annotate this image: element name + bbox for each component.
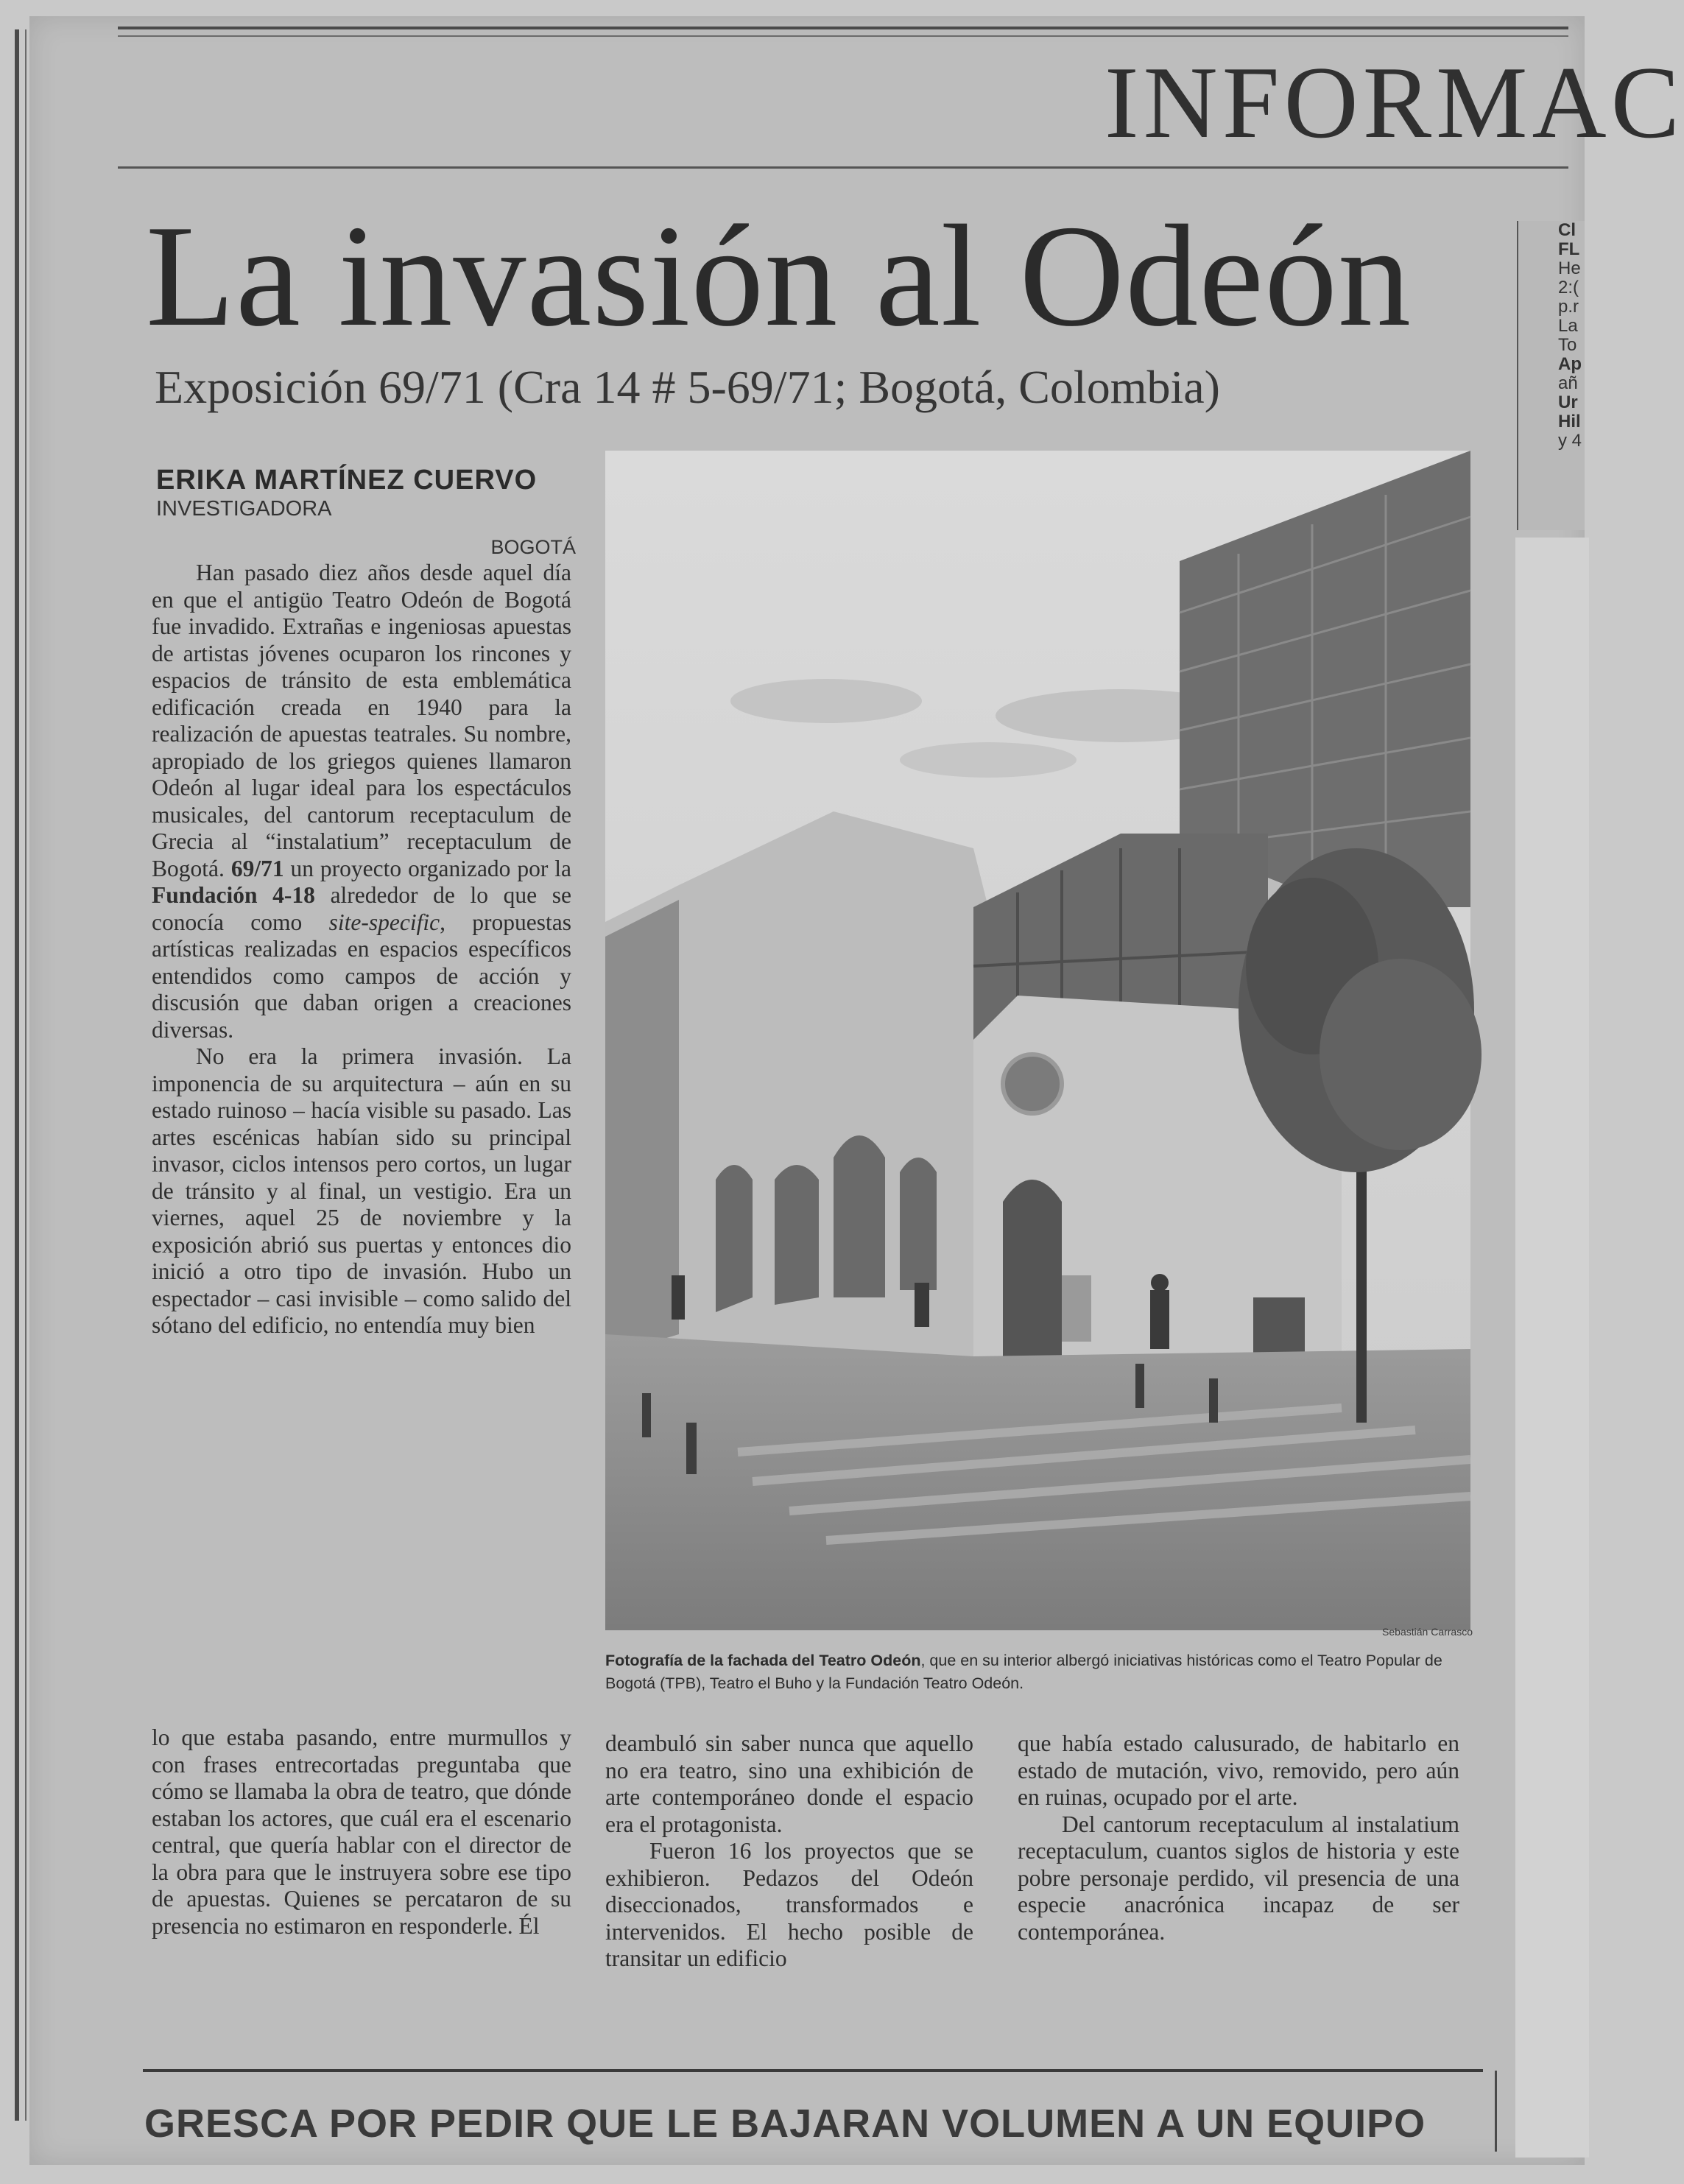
- byline: [156, 464, 576, 560]
- paragraph-4: Del cantorum receptaculum al instalatium receptaculum, cuantos siglos de historia y este pobre personaje perdido, vil presencia de una especie anacrónica incapaz de ser contemporánea.: [1018, 1811, 1459, 1945]
- paragraph-3: Fueron 16 los proyectos que se exhibieron. Pedazos del Odeón diseccionados, transformados e intervenidos. El hecho posible de transitar un edificio: [605, 1838, 973, 1971]
- page-margin: [1515, 538, 1589, 2157]
- bottom-rule: [143, 2069, 1483, 2072]
- sidebar-fragment: Hil: [1558, 412, 1581, 431]
- foundation-name: Fundación 4-18: [152, 882, 315, 908]
- section-banner: INFORMAC: [1105, 46, 1684, 160]
- sidebar-fragment: Ur: [1558, 392, 1578, 412]
- sidebar-fragment: He: [1558, 258, 1581, 278]
- term-site-specific: site-specific: [328, 909, 440, 935]
- paragraph-2-end: deambuló sin saber nunca que aquello no era teatro, sino una exhibición de arte contemporáneo donde el espacio era el protagonista.: [605, 1730, 973, 1837]
- paragraph-2: No era la primera invasión. La imponencia de su arquitectura – aún en su estado ruinoso – hacía visible su pasado. Las artes escénicas habían sido su principal invasor, ciclos intensos pero cortos, un lugar de tránsito y al final, un vestigio. Era un viernes, aquel 25 de noviembre y la exposición abrió sus puertas y entonces dio inició a otro tipo de invasión. Hubo un espectador – casi invisible – como salido del sótano del edificio, no entendía muy bien: [152, 1043, 571, 1338]
- article-column-3: [1018, 1730, 1459, 1945]
- sidebar-fragment: To: [1558, 335, 1577, 355]
- sidebar-fragment: Ap: [1558, 354, 1582, 374]
- photo-credit: Sebastián Carrasco: [1382, 1626, 1473, 1638]
- article-column-1-continued: [152, 1725, 571, 1940]
- article-column-2: [605, 1730, 973, 1973]
- left-border-rule: [15, 29, 19, 2121]
- headline: La invasión al Odeón: [146, 195, 1412, 356]
- paragraph-1: [152, 560, 571, 1043]
- left-border-rule-thin: [25, 29, 27, 2121]
- sidebar-fragment: p.r: [1558, 297, 1579, 317]
- banner-rule: [118, 166, 1568, 169]
- dateline-city: BOGOTÁ: [490, 536, 576, 558]
- top-rule: [118, 27, 1568, 29]
- paragraph-1-text: Han pasado diez años desde aquel día en que el antigüo Teatro Odeón de Bogotá fue invadido. Extrañas e ingeniosas apuestas de artistas jóvenes ocuparon los rincones y espacios de tránsito de esta emblemática edificación creada en 1940 para la realización de apuestas teatrales. Su nombre, apropiado de los griegos quienes llamaron Odeón al lugar ideal para los espectáculos musicales, del cantorum receptaculum de Grecia al “instalatium” receptaculum de Bogotá.: [152, 560, 571, 881]
- paragraph-3-end: que había estado calusurado, de habitarlo en estado de mutación, vivo, removido, pero aún en ruinas, ocupado por el arte.: [1018, 1730, 1459, 1810]
- paragraph-2-continued: lo que estaba pasando, entre murmullos y con frases entrecortadas preguntaba que cómo se llamaba la obra de teatro, que dónde estaban los actores, que cuál era el escenario central, que quería hablar con el director de la obra para que le instruyera sobre ese tipo de apuestas. Quienes se percataron de su presencia no estimaron en responderle. Él: [152, 1725, 571, 1939]
- sidebar-fragment: y 4: [1558, 431, 1582, 451]
- paragraph-1-text: un proyecto organizado por la: [283, 855, 572, 881]
- sidebar-fragment: La: [1558, 316, 1578, 336]
- author-role: INVESTIGADORA: [156, 497, 332, 521]
- paragraph-1-text: alrededor de lo que se conocía como: [152, 882, 571, 935]
- theater-facade-photo: [605, 451, 1470, 1630]
- paragraph-1-text: , propuestas artísticas realizadas en espacios específicos entendidos como campos de acción y discusión que daban origen a creaciones diversas.: [152, 909, 571, 1043]
- sidebar-fragment: FL: [1558, 239, 1580, 259]
- bottom-rule-vertical: [1495, 2071, 1497, 2152]
- theater-facade-illustration: [605, 451, 1470, 1630]
- photo-caption: [605, 1649, 1473, 1695]
- author-name: ERIKA MARTÍNEZ CUERVO: [156, 465, 538, 496]
- caption-lead: Fotografía de la fachada del Teatro Odeón: [605, 1652, 921, 1669]
- sidebar-fragment: añ: [1558, 373, 1578, 393]
- subheadline: Exposición 69/71 (Cra 14 # 5-69/71; Bogotá, Colombia): [155, 361, 1220, 413]
- sidebar-fragment: Cl: [1558, 220, 1576, 240]
- next-article-headline: GRESCA POR PEDIR QUE LE BAJARAN VOLUMEN A UN EQUIPO: [144, 2102, 1426, 2146]
- article-column-1: [152, 560, 571, 1339]
- sidebar-fragment: 2:(: [1558, 278, 1579, 297]
- caption-text: , que en su interior albergó iniciativas históricas como el Teatro Popular de Bogotá (TPB), Teatro el Buho y la Fundación Teatro Odeón.: [605, 1652, 1442, 1692]
- top-rule-thin: [118, 35, 1568, 37]
- project-name: 69/71: [230, 855, 284, 881]
